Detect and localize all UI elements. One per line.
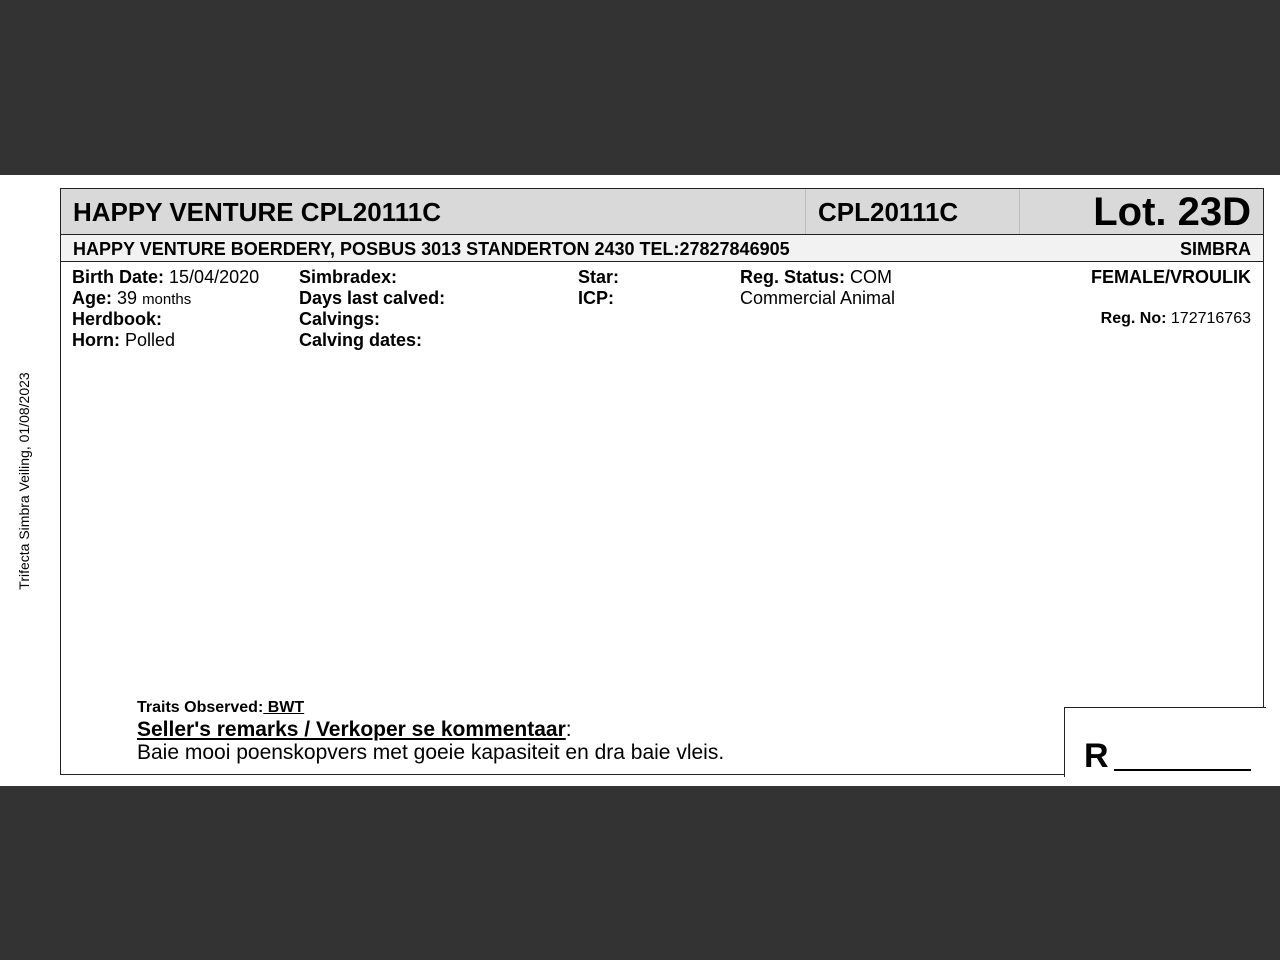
traits-value: BWT	[263, 699, 305, 716]
reg-no-field	[1101, 309, 1251, 329]
lot-number: Lot. 23D	[1093, 190, 1251, 234]
star-label: Star:	[578, 267, 620, 287]
icp-field	[578, 288, 614, 309]
reg-no-value: 172716763	[1170, 310, 1251, 327]
days-last-calved-label: Days last calved:	[299, 288, 446, 308]
birth-date-field	[72, 267, 259, 288]
owner-line	[61, 235, 1263, 262]
age-label: Age:	[72, 288, 112, 308]
seller-remarks: Baie mooi poenskopvers met goeie kapasiteit en dra baie vleis.	[137, 741, 725, 764]
header-divider	[1019, 189, 1020, 234]
lot-header	[61, 189, 1263, 235]
horn-field	[72, 330, 175, 351]
currency-symbol: R	[1084, 737, 1109, 775]
simbradex-field	[299, 267, 397, 288]
lot-card	[60, 188, 1264, 775]
simbradex-label: Simbradex:	[299, 267, 398, 287]
reg-no-label: Reg. No:	[1100, 310, 1167, 327]
calving-dates-field	[299, 330, 422, 351]
header-divider	[805, 189, 806, 234]
calvings-field	[299, 309, 380, 330]
breed: SIMBRA	[1180, 239, 1251, 259]
reg-status-label: Reg. Status:	[740, 267, 846, 287]
traits-label: Traits Observed:	[137, 699, 264, 716]
horn-label: Horn:	[72, 330, 120, 350]
days-last-calved-field	[299, 288, 445, 309]
remarks-colon: :	[565, 718, 572, 741]
price-blank-line	[1114, 769, 1251, 771]
animal-name: HAPPY VENTURE CPL20111C	[73, 197, 441, 227]
reg-status-field	[740, 267, 892, 288]
icp-label: ICP:	[578, 288, 614, 308]
reg-status-value: COM	[850, 267, 893, 287]
reg-status-description	[740, 288, 895, 309]
horn-value: Polled	[125, 330, 176, 350]
reg-status-desc: Commercial Animal	[740, 288, 896, 308]
owner-address: HAPPY VENTURE BOERDERY, POSBUS 3013 STANDERTON 2430 TEL:27827846905	[73, 239, 790, 259]
birth-date-label: Birth Date:	[72, 267, 165, 287]
remarks-heading	[137, 718, 572, 742]
remarks-heading-text: Seller's remarks / Verkoper se kommentaar	[137, 718, 566, 741]
age-value: 39	[117, 288, 138, 308]
price-box	[1064, 707, 1266, 777]
herdbook-label: Herdbook:	[72, 309, 162, 329]
age-field	[72, 288, 191, 310]
sex-label: FEMALE/VROULIK	[1091, 267, 1251, 287]
age-unit: months	[142, 291, 192, 308]
animal-code: CPL20111C	[818, 197, 959, 227]
calvings-label: Calvings:	[299, 309, 381, 329]
traits-observed	[137, 698, 304, 718]
auction-caption: Trifecta Simbra Veiling, 01/08/2023	[16, 372, 32, 590]
star-field	[578, 267, 619, 288]
herdbook-field	[72, 309, 162, 330]
birth-date-value: 15/04/2020	[169, 267, 260, 287]
calving-dates-label: Calving dates:	[299, 330, 423, 350]
